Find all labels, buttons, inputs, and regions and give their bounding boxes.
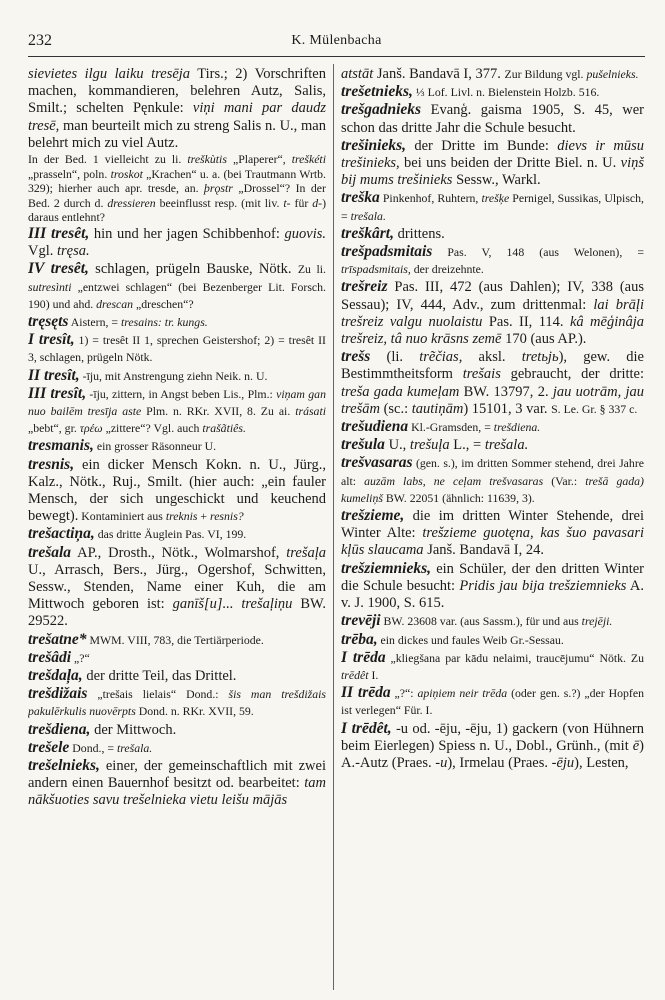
dictionary-entry — [341, 436, 644, 454]
gloss-text: BW. 13797, 2. — [459, 383, 553, 400]
dictionary-entry — [341, 418, 644, 436]
headword: II tresît, — [28, 366, 80, 384]
gloss-text: (li. — [370, 349, 420, 366]
example-text: d- — [312, 195, 323, 210]
headword: trešala — [28, 543, 72, 561]
gloss-text: hin und her jagen Schibbenhof: — [89, 225, 285, 242]
gloss-text: BW. 29522. — [28, 596, 326, 630]
gloss-text: -u od. -ēju, -ēju, 1) gackern (von Hühnern beim Eierlegen) Spiess n. U., Dobl., Grünh., (mit — [341, 720, 644, 754]
dictionary-entry — [341, 649, 644, 684]
headword: trešelnieks, — [28, 757, 100, 775]
small-example-text: τρέω — [79, 421, 103, 436]
small-text: -īju, zittern, in Angst beben Lis., Plm.: — [86, 386, 277, 401]
example-text: -ēju — [551, 754, 575, 771]
example-text: t- — [283, 195, 291, 210]
gloss-text: für — [290, 195, 313, 210]
small-example-text: trásati — [295, 404, 326, 419]
dictionary-entry — [341, 83, 644, 101]
small-text: das dritte Äuglein Pas. VI, 199. — [94, 527, 247, 542]
small-text: + — [197, 509, 211, 524]
gloss-text: Pas. III, 472 (aus Dahlen); IV, 338 (aus Sessau); IV, 444, Adv., zum drittenmal: — [341, 279, 644, 313]
headword: I trēda — [341, 648, 386, 666]
dictionary-entry — [28, 456, 326, 526]
small-example-text: sutresìnti — [28, 279, 72, 294]
example-text: atstāt — [341, 66, 374, 82]
small-text: BW. 23608 var. (aus Sassm.), für und aus — [380, 614, 582, 629]
gloss-text: (sc.: — [379, 400, 412, 417]
example-text: ganīš[u]... trešaļiņu — [172, 596, 293, 613]
small-text: Pinkenhof, Ruhtern, — [379, 191, 482, 206]
gloss-text: Tirs.; 2) Vorschriften machen, kommandieren, belehren Autz, Salis, Smilt.; schelten Pęnkule: — [28, 66, 326, 117]
headword: trešinieks, — [341, 136, 407, 154]
small-text: Zur Bildung vgl. — [504, 67, 587, 81]
small-example-text: trašãtiês. — [202, 421, 246, 436]
dictionary-entry — [28, 313, 326, 331]
example-text: sievietes ilgu laiku tresēja — [28, 66, 191, 82]
headword: trēba, — [341, 630, 378, 648]
small-text: „entzwei schlagen“ (bei Bezenberger Lit. Forsch. 190) und ahd. — [28, 279, 326, 311]
gloss-text: „Plaperer“, — [226, 152, 292, 167]
gloss-text: der dritte Teil, das Drittel. — [82, 668, 237, 685]
small-example-text: trīspadsmitais, — [341, 262, 411, 277]
example-text: Pridis jau bija trešziemnieks — [459, 577, 627, 594]
headword: trešactiņa, — [28, 525, 95, 543]
gloss-text: A. v. J. 1900, S. 615. — [341, 577, 644, 612]
dictionary-entry — [341, 66, 644, 83]
small-example-text: pušelnieks. — [586, 67, 639, 81]
dictionary-entry — [341, 189, 644, 224]
example-text: jau uotrām, jau trešām — [341, 383, 644, 417]
gloss-text: schlagen, prügeln Bauske, Nötk. — [88, 261, 298, 278]
headword: trešudiena — [341, 418, 409, 436]
gloss-text: ) A.-Autz (Praes. — [341, 737, 644, 771]
headword: trevēji — [341, 612, 381, 630]
dictionary-entry — [341, 507, 644, 560]
right-column — [341, 66, 644, 992]
small-example-text: trēdêt — [341, 667, 369, 682]
small-example-text: trešā gada) kumeliņš — [341, 473, 644, 505]
small-text: (gen. s.), im dritten Sommer stehend, drei Jahre alt: — [341, 456, 644, 488]
dictionary-entry — [28, 757, 326, 810]
small-text: Dond. n. RKr. XVII, 59. — [135, 704, 254, 719]
gloss-text: ein dicker Mensch Kokn. n. U., Jürg., Kalz., Nötk., Ruj., Smilt. (hier auch: „ein fauler Mensch, der sich ungeschickt und keuchend bewegt). — [28, 456, 326, 525]
gloss-text: ), Irmelau (Praes. — [447, 754, 552, 771]
small-text: Plm. n. RKr. XVII, 8. Zu ai. — [141, 404, 296, 419]
dictionary-entry — [341, 101, 644, 136]
dictionary-entry — [341, 612, 644, 630]
dictionary-entry — [28, 631, 326, 649]
gloss-text: AP., Drosth., Nötk., Wolmarshof, — [71, 544, 287, 561]
small-text: MWM. VIII, 783, die Tertiärperiode. — [86, 632, 264, 647]
small-text: BW. 22051 (ähnlich: 11639, 3). — [382, 490, 535, 505]
headword: trešziemnieks, — [341, 559, 431, 577]
gloss-text: „Krachen“ u. a. (bei Trautmann Wrtb. 329); hierher auch apr. tresde, an. — [28, 166, 326, 196]
example-text: trešais — [462, 366, 501, 383]
left-column — [28, 66, 326, 992]
example-text: dressieren — [107, 195, 156, 210]
dictionary-entry — [341, 684, 644, 719]
dictionary-entry — [28, 649, 326, 667]
example-text: -u — [435, 754, 448, 771]
small-example-text: apiņiem neir trēda — [417, 686, 508, 701]
dictionary-entry — [28, 66, 326, 152]
small-text: (oder gen. s.?) „der Hopfen ist verlegen“ Für. I. — [341, 686, 644, 718]
headword: IV tresêt, — [28, 260, 89, 278]
small-example-text: treknis — [165, 509, 198, 524]
small-text: 1) = tresêt II 1, sprechen Geistershof; 2) = tresêt II 3, schlagen, prügeln Nötk. — [28, 333, 326, 365]
dictionary-entry — [28, 437, 326, 455]
gloss-text: Vgl. — [28, 243, 57, 260]
dictionary-entry — [28, 152, 326, 225]
small-text: Pas. V, 148 (aus Welonen), = — [432, 245, 644, 260]
dictionary-entry — [28, 331, 326, 366]
gloss-text: „Drossel“? In der Bed. 2 durch d. — [28, 181, 326, 210]
headword: III tresît, — [28, 384, 87, 402]
gloss-text: ) 15101, 3 var. — [463, 400, 552, 417]
dictionary-entry — [28, 225, 326, 260]
example-text: trešala. — [484, 437, 529, 454]
gloss-text: bei uns beiden der Dritte Biel. n. U. — [399, 155, 621, 172]
example-text: trešaļa — [286, 544, 326, 561]
dictionary-entry — [28, 260, 326, 313]
dictionary-entry — [28, 544, 326, 631]
example-text: treškùtis — [187, 152, 227, 167]
example-text: tretьjь — [521, 349, 559, 366]
gloss-text: der Dritte im Bunde: — [406, 137, 558, 154]
small-text: „?“ — [71, 650, 90, 665]
headword: trešula — [341, 436, 385, 454]
gloss-text: Janš. Bandavā I, 24. — [423, 542, 544, 559]
headword: III tresêt, — [28, 224, 90, 242]
gloss-text: beeinflusst resp. (mit liv. — [155, 195, 284, 210]
page-number: 232 — [28, 32, 52, 49]
gloss-text: ) daraus entlehnt? — [28, 195, 326, 225]
gloss-text: gebraucht, der dritte: — [500, 366, 644, 383]
headword: trešs — [341, 348, 371, 366]
small-text: I. — [368, 667, 379, 682]
headword: trešgadnieks — [341, 101, 422, 119]
headword: I tresît, — [28, 331, 75, 349]
small-example-text: trešdiena. — [493, 420, 541, 435]
example-text: guovis. — [284, 225, 326, 242]
small-text: S. Le. Gr. § 337 c. — [551, 401, 638, 416]
dictionary-entry — [341, 720, 644, 773]
headword: trešdaļa, — [28, 667, 83, 685]
example-text: trešzieme guotęna, kas šuo pavasari kļūs slaucama — [341, 525, 644, 559]
dictionary-entry — [28, 739, 326, 757]
headword: trešetnieks, — [341, 83, 413, 101]
gloss-text: Evanģ. gaisma 1905, S. 45, wer schon das dritte Jahr die Schule besucht. — [341, 102, 644, 136]
dictionary-entry — [341, 454, 644, 507]
headword: trešzieme, — [341, 507, 405, 525]
small-example-text: auzām labs, ne ceļam trešvasaras — [364, 473, 544, 488]
small-text: Kontaminiert aus — [78, 509, 166, 524]
headword: tresnis, — [28, 455, 75, 473]
dictionary-entry — [28, 721, 326, 739]
example-text: lai brāļi trešreiz valgu nuolaistu — [341, 296, 644, 330]
dictionary-entry — [28, 367, 326, 385]
headword: trešâdi — [28, 648, 72, 666]
gloss-text: Pas. II, 114. — [482, 313, 570, 330]
headword: trešvasaras — [341, 454, 413, 472]
gloss-text: L., = — [449, 437, 485, 454]
headword: trešreiz — [341, 278, 388, 296]
example-text: tręsa. — [57, 243, 90, 260]
example-text: dievs ir mūsu trešinieks, — [341, 137, 644, 172]
headword: trešpadsmitais — [341, 243, 433, 261]
small-text: „kliegšana par kādu nelaimi, traucējumu“ Nötk. Zu — [385, 650, 644, 665]
small-text: „trešais lielais“ Dond.: — [87, 687, 229, 702]
gloss-text: ), Lesten, — [574, 754, 629, 771]
headword: trešdižais — [28, 685, 88, 703]
small-text: „?“: — [390, 686, 418, 701]
headword: treškârt, — [341, 224, 394, 242]
column-rule — [333, 64, 334, 990]
small-text: ein grosser Räsonneur U. — [93, 439, 217, 454]
gloss-text: aksl. — [462, 349, 522, 366]
dictionary-entry — [28, 525, 326, 543]
small-example-text: drescan — [96, 296, 134, 311]
dictionary-entry — [341, 278, 644, 348]
gloss-text: U., — [384, 437, 410, 454]
small-example-text: viņam gan nuo bailēm tresīja aste — [28, 386, 326, 419]
gloss-text: Sessw., Warkl. — [452, 172, 541, 189]
small-text: Kl.-Gramsden, = — [408, 420, 494, 435]
page-header — [28, 30, 645, 57]
headword: II trēda — [341, 684, 391, 702]
headword: I trēdêt, — [341, 719, 392, 737]
small-example-text: trešala. — [116, 740, 153, 755]
small-example-text: tresains: tr. kungs. — [121, 315, 208, 329]
example-text: þrǫstr — [204, 181, 233, 196]
example-text: tam nākšuoties savu trešelnieka vietu leišu mājās — [28, 775, 326, 809]
example-text: treša gada kumeļam — [341, 383, 460, 400]
gloss-text: „prasseln“, poln. — [28, 166, 111, 181]
small-text: „dreschen“? — [133, 296, 194, 311]
headword: treška — [341, 189, 380, 207]
small-text: Zu li. — [297, 262, 326, 277]
small-text: „zittere“? Vgl. auch — [102, 421, 203, 436]
headword: tresmanis, — [28, 437, 94, 455]
dictionary-entry — [341, 560, 644, 613]
small-example-text: šis man trešdižais pakulērkulis nuovērpts — [28, 687, 326, 719]
example-text: tautiņām — [411, 400, 464, 417]
headword: tręsęts — [28, 313, 69, 330]
gloss-text: ein Schüler, der den dritten Winter die Schule besucht: — [341, 560, 644, 594]
gloss-text: Janš. Bandavā I, 377. — [373, 66, 505, 82]
gloss-text: drittens. — [393, 225, 445, 242]
headword: trešatne* — [28, 630, 87, 648]
example-text: treškéti — [291, 152, 326, 167]
small-text: ein dickes und faules Weib Gr.-Sessau. — [377, 632, 564, 647]
gloss-text: In der Bed. 1 vielleicht zu li. — [28, 152, 188, 167]
headword: trešdiena, — [28, 720, 91, 738]
gloss-text: 170 (aus AP.). — [501, 331, 587, 348]
gloss-text: U., Arrasch, Bers., Jürg., Ogershof, Schwitten, Sessw., Stenden, Name einer Kuh, die am Mittwoch geboren ist: — [28, 561, 326, 613]
example-text: trẽčias, — [419, 349, 463, 366]
headword: trešele — [28, 738, 70, 756]
dictionary-entry — [28, 667, 326, 685]
small-text: Pernigel, Sussikas, Ulpisch, = — [341, 191, 644, 223]
gloss-text: die im dritten Winter Stehende, drei Winter Alte: — [341, 508, 644, 542]
gloss-text: der Mittwoch. — [90, 721, 177, 738]
example-text: viņi mani par daudz tresē, — [28, 100, 326, 134]
small-example-text: resnis? — [210, 509, 244, 524]
dictionary-entry — [341, 137, 644, 190]
small-example-text: trešķe — [481, 191, 510, 206]
small-text: (Var.: — [543, 473, 586, 488]
gloss-text: ), gew. die Bestimmtheitsform — [341, 349, 644, 383]
example-text: troskot — [110, 166, 143, 181]
dictionary-entry — [28, 385, 326, 438]
small-text: Aistern, = — [68, 315, 121, 329]
small-text: ⅓ Lof. Livl. n. Bielenstein Holzb. 516. — [412, 85, 600, 100]
running-title: K. Mülenbacha — [291, 33, 382, 48]
dictionary-entry — [341, 225, 644, 243]
example-text: trešuļa — [409, 437, 450, 454]
small-text: „bebt“, gr. — [28, 421, 80, 436]
small-text: Dond., = — [69, 740, 117, 755]
gloss-text: man beurteilt mich zu streng Salis n. U., man belehrt mich zu viel Autz. — [28, 117, 326, 151]
small-text: der dreizehnte. — [410, 262, 484, 277]
dictionary-entry — [341, 243, 644, 278]
small-example-text: trešala. — [350, 208, 386, 223]
dictionary-entry — [341, 631, 644, 649]
small-text: -īju, mit Anstrengung ziehn Neik. n. U. — [79, 368, 268, 383]
example-text: kâ mēģinâja trešreiz, tâ nuo krāsns zemē — [341, 313, 644, 348]
gloss-text: einer, der gemeinschaftlich mit zwei andern einen Bauernhof besitzt od. bearbeitet: — [28, 758, 326, 792]
dictionary-entry — [28, 685, 326, 720]
example-text: ē — [632, 737, 640, 754]
example-text: viņš bij mums trešinieks — [341, 155, 644, 189]
dictionary-entry — [341, 348, 644, 418]
small-example-text: trejēji. — [581, 614, 613, 629]
